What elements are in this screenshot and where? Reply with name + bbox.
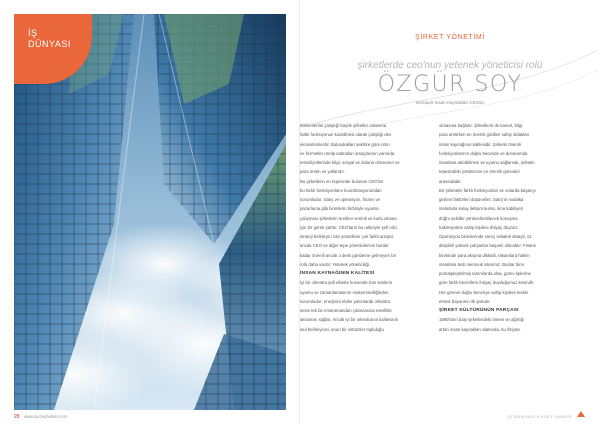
- column-line: hakimiyetine sahip kişilere ihtiyaç duyarız.: [439, 224, 519, 230]
- column-line: ancak CEO ve diğer tepe yöneticilerinin bunlar: [300, 243, 389, 249]
- column-line: bu farklı fonksiyonların koordinasyonundan: [300, 187, 382, 193]
- column-line: arasındadır.: [439, 178, 462, 184]
- column-line: Bu şirketlerin en tepesinde bulunan CEO'lar: [300, 178, 384, 184]
- column-line: biriminde para akışına dikkatli, rakamlara hakim: [439, 252, 530, 258]
- column-line: insan kaynağının kalitesidir. Şirketin önemli: [439, 141, 521, 147]
- brand-mark-icon: [576, 410, 586, 418]
- column-line: insanlara tesli memnuk istenmiz. Bunlar birer: [439, 261, 525, 267]
- footer-label: İŞ DÜNYASI KUZEY HABER: [507, 414, 572, 419]
- column-line: artan insan kaynakları alanında, bu ihtiyacı: [439, 326, 521, 332]
- column-line: olmasına bağlıdır. Şirketlerin de kamet, bilgi,: [439, 123, 524, 128]
- column-line: para üretirken en önemli girdileri sahip oldukları: [439, 132, 530, 138]
- column-line: tepesindeki yöneticinin en önemli görevleri: [439, 169, 520, 175]
- column-line: Bir şirketteki farklı fonksiyonları ve onlarda başarıyı: [439, 187, 536, 193]
- column-line: sorumludur; enerjisini ekibe yansıtarak orkestra: [300, 298, 391, 304]
- column-line: sesin tek bir enstrümandan çıkarcasına eserlikle: [300, 308, 392, 313]
- column-line: kadar önemli ancak o denli gündeme gelmeyen bir: [300, 252, 397, 258]
- website-url: www.kuzeyhaber.com: [24, 414, 68, 419]
- column-line: strateji belirleyici rolü yönetilirse çok farklı artışlar,: [300, 234, 395, 239]
- column-line: göre farklı becerilere ihtiyaç duyduğumuz kesindir.: [439, 280, 535, 286]
- column-line: 1990'ların başı şirketlerdeki önemi ve ağırlığı: [439, 317, 525, 323]
- column-line: disiplinli yüksek çalışanlar başarılı olacaktır. Finans: [439, 243, 536, 249]
- article-column-2: [439, 121, 559, 334]
- section-tag-text: [28, 28, 71, 50]
- column-line: çalışması şirketlerin üretilen verimli ve kurlu olması: [300, 215, 397, 221]
- section-title: ŞİRKET YÖNETİMİ: [415, 34, 485, 41]
- column-line: temsiliyetlerinde bilgi, sosyal ve doluna olmasının ve: [300, 160, 400, 165]
- column-line: İyi bir orkestra şefi elbette konserde tüm seslerin: [300, 280, 393, 286]
- column-line: sorumludur. Satış ve operasyon, finans ve: [300, 197, 381, 202]
- article-column-1: [300, 121, 420, 334]
- column-line: doğru şekilde yönlendirebilecek konuşma: [439, 215, 518, 221]
- column-line: ve hizmetler üretip satmaları amaçlarının yanında: [300, 150, 395, 156]
- column-heading: ŞİRKET KÜLTÜRÜNÜN PARÇASI: [439, 308, 519, 313]
- article-subtitle: şirketlerde ceo'nun yetenek yöneticisi rolü: [357, 60, 543, 71]
- column-line: insanlarla kolay iletişim kuran, ikna kabiliyeti: [439, 206, 523, 212]
- column-line: para üretin ve yollarıdır.: [300, 169, 345, 175]
- author-byline: Europort İnsan Kaynakları CEOsu: [416, 100, 484, 105]
- column-line: getiren faktörleri düşünelim: Satış'ın mutlaka: [439, 197, 524, 202]
- skyscraper-photo: [14, 14, 286, 410]
- right-page: [300, 0, 600, 424]
- article-headline: ÖZGÜR SOY: [377, 72, 523, 97]
- section-tag-line-2: DÜNYASI: [28, 39, 71, 49]
- column-line: pazarlama gibi birimlerin birbiriyle uyumlu: [300, 206, 379, 212]
- column-line: ekosistemlerdir. Bulundukları sektöre göre ürün: [300, 141, 390, 147]
- column-line: Birikimlerimi çalıştığı büyük şirketler ortamına: [300, 123, 387, 128]
- column-line: Her göreve doğru beceriye sahip kişilere teslim: [439, 289, 529, 295]
- column-line: asıl belirleyicisi, onun bir virtüözler topluluğu: [300, 326, 384, 332]
- column-line: uyumu ve zamanlamasının mükemmelliğinden: [300, 289, 389, 295]
- column-line: etmek başarının ilk şartıdır.: [439, 298, 491, 304]
- column-line: prototipleştirilmiş tanımlarda olsa, görev tiplerine: [439, 271, 531, 276]
- section-tag-line-1: İŞ: [28, 28, 38, 38]
- column-line: Operasyon birimlerinde süreç vekaleti detaylı, öz: [439, 234, 532, 239]
- column-line: rolü daha vardır: Yetenek yöneticiliği.: [300, 261, 370, 267]
- column-line: akmasını sağlar. Ancak iyi bir orkestranın kalitesinin: [300, 317, 399, 323]
- column-line: fonksiyonlarının doğru beceride ve donanımda: [439, 150, 528, 156]
- column-line: insanlara atılabilmesi ve uyumu sağlamak, şirketin: [439, 160, 535, 165]
- page-number: 28: [14, 414, 20, 420]
- column-line: için bir gerek şarttır. CEO'ların bu rolleriyle şefi rolü,: [300, 224, 398, 230]
- column-heading: İNSAN KAYNAĞININ KALİTESİ: [300, 271, 375, 276]
- column-line: farklı fonksiyonun koordinesi olarak çalıştığı dev: [300, 132, 392, 138]
